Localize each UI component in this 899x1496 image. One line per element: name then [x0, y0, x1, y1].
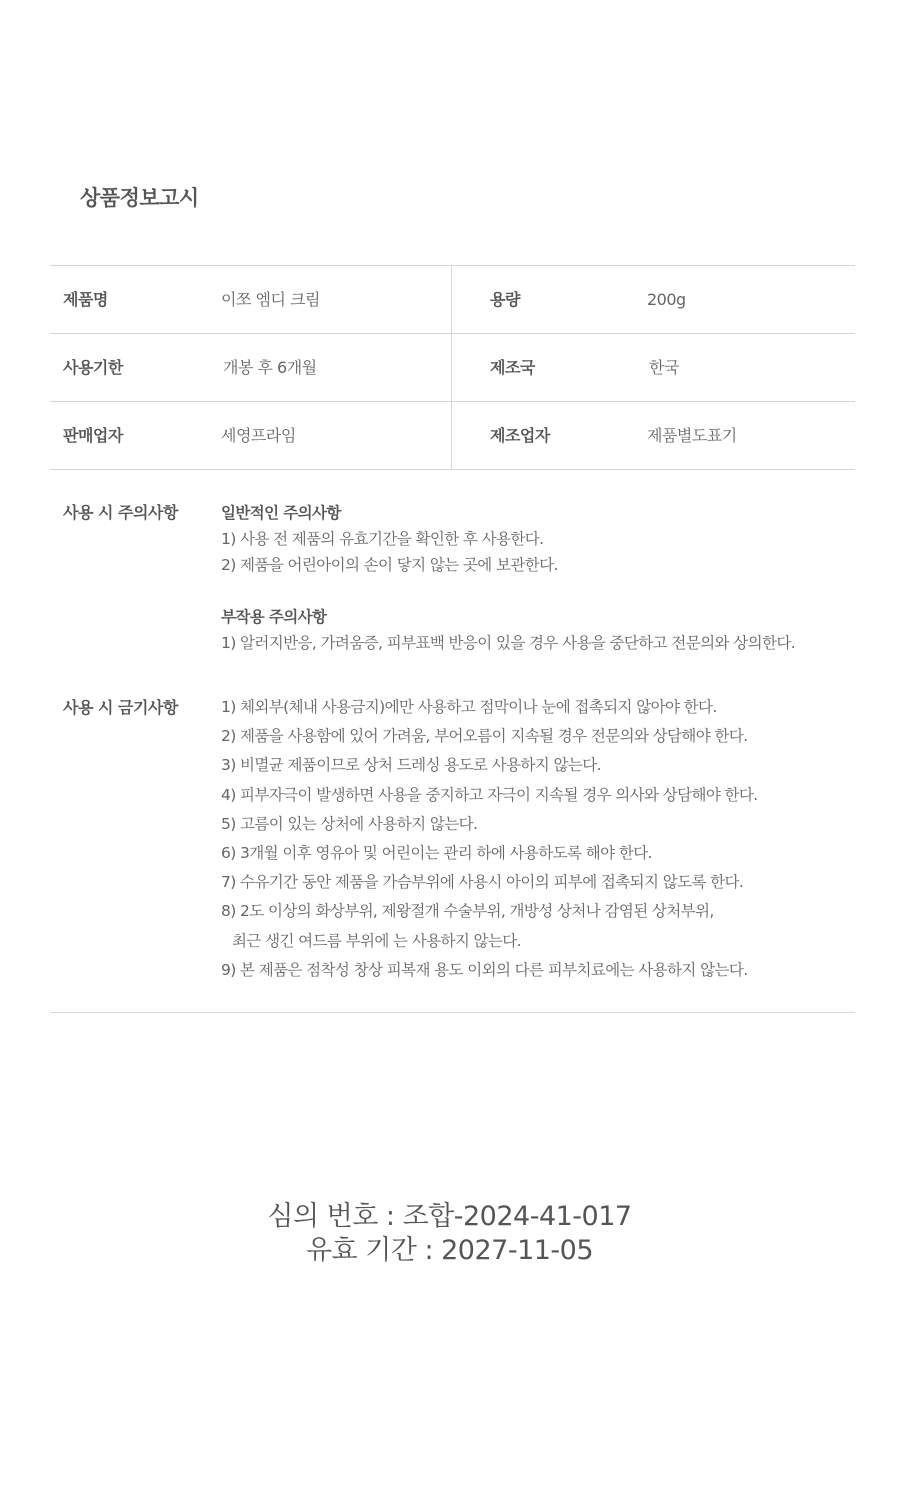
list-item: 1) 사용 전 제품의 유효기간을 확인한 후 사용한다. — [221, 530, 544, 548]
page-title: 상품정보고시 — [80, 186, 199, 210]
info-value: 이쪼 엠디 크림 — [221, 290, 320, 309]
info-row — [50, 402, 855, 470]
column-divider — [451, 266, 452, 333]
precautions-label: 사용 시 주의사항 — [63, 503, 178, 522]
product-info-table — [50, 265, 855, 470]
list-item: 7) 수유기간 동안 제품을 가슴부위에 사용시 아이의 피부에 접촉되지 않도록 한다. — [221, 873, 744, 892]
list-item: 4) 피부자극이 발생하면 사용을 중지하고 자극이 지속될 경우 의사와 상담해야 한다. — [221, 785, 758, 804]
review-expiry: 유효 기간 : 2027-11-05 — [305, 1235, 594, 1266]
info-label: 제품명 — [63, 290, 108, 309]
list-item: 9) 본 제품은 점착성 창상 피복재 용도 이외의 다른 피부치료에는 사용하지 않는다. — [221, 960, 748, 979]
list-item: 1) 알러지반응, 가려움증, 피부표백 반응이 있을 경우 사용을 중단하고 전문의와 상의한다. — [221, 634, 796, 652]
list-item: 2) 제품을 사용함에 있어 가려움, 부어오름이 지속될 경우 전문의와 상담해야 한다. — [221, 727, 748, 746]
column-divider — [451, 402, 452, 469]
info-label: 용량 — [490, 290, 520, 309]
info-row — [50, 334, 855, 402]
list-item: 5) 고름이 있는 상처에 사용하지 않는다. — [221, 814, 478, 833]
info-value: 한국 — [649, 358, 679, 377]
info-value: 제품별도표기 — [647, 426, 737, 445]
prohibitions-body — [221, 693, 851, 985]
prohibitions-label: 사용 시 금기사항 — [63, 698, 178, 717]
side-effect-heading: 부작용 주의사항 — [221, 608, 327, 626]
review-number: 심의 번호 : 조합-2024-41-017 — [267, 1201, 632, 1232]
list-item: 6) 3개월 이후 영유아 및 어린이는 관리 하에 사용하도록 해야 한다. — [221, 844, 652, 863]
list-item: 2) 제품을 어린아이의 손이 닿지 않는 곳에 보관한다. — [221, 556, 558, 574]
info-row — [50, 266, 855, 334]
general-precautions-heading: 일반적인 주의사항 — [221, 504, 341, 522]
info-value: 개봉 후 6개월 — [223, 358, 317, 377]
list-item: 8) 2도 이상의 화상부위, 제왕절개 수술부위, 개방성 상처나 감염된 상처부위, — [221, 902, 714, 921]
info-value: 200g — [647, 290, 686, 309]
section-divider — [50, 1012, 855, 1013]
list-item: 3) 비멸균 제품이므로 상처 드레싱 용도로 사용하지 않는다. — [221, 756, 601, 775]
info-label: 판매업자 — [63, 426, 123, 445]
column-divider — [451, 334, 452, 401]
info-label: 사용기한 — [63, 358, 123, 377]
list-item: 최근 생긴 여드름 부위에 는 사용하지 않는다. — [232, 931, 522, 950]
precautions-body — [221, 500, 851, 656]
list-item: 1) 체외부(체내 사용금지)에만 사용하고 점막이나 눈에 접촉되지 않아야 한다. — [221, 698, 717, 716]
info-label: 제조업자 — [490, 426, 550, 445]
info-label: 제조국 — [490, 358, 535, 377]
info-value: 세영프라임 — [221, 426, 296, 445]
